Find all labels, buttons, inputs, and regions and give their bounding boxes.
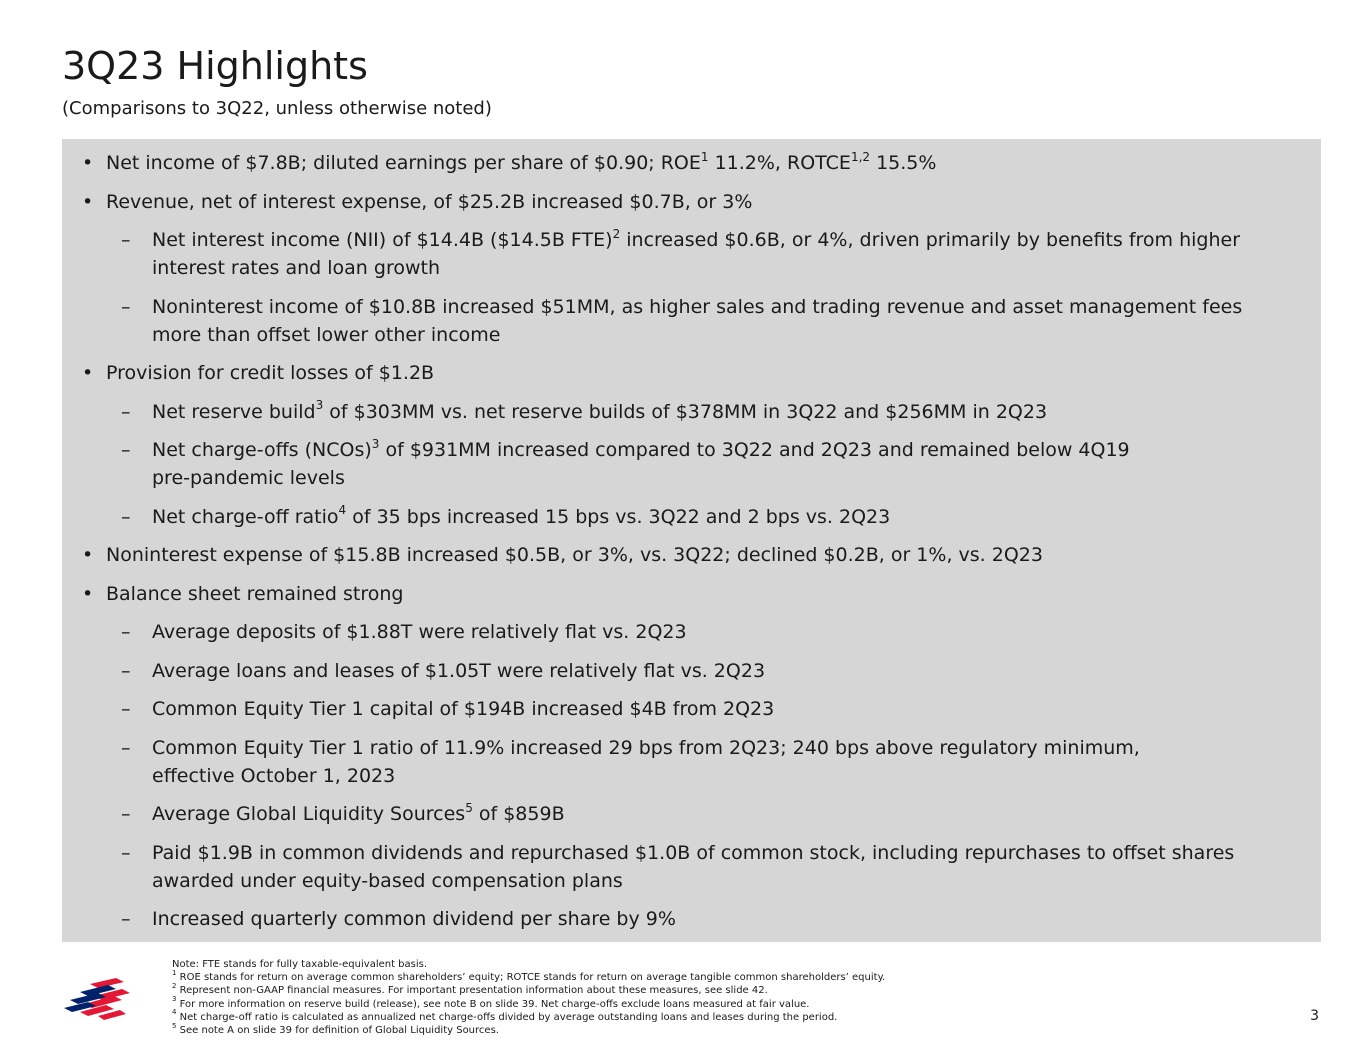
highlight-subitem: – Increased quarterly common dividend per share by 9% [62, 905, 1321, 933]
footnote-ref: 3 [371, 436, 380, 451]
bank-flag-logo-icon [64, 976, 130, 1028]
highlight-item: • Net income of $7.8B; diluted earnings per share of $0.90; ROE$^1$ 11.2%, ROTCE$^{1,2}$ 15.5% [62, 149, 1321, 177]
footnotes [172, 958, 1272, 1037]
highlight-subitem: – Common Equity Tier 1 ratio of 11.9% increased 29 bps from 2Q23; 240 bps above regulatory minimum, effective October 1, 2023 [62, 734, 1321, 790]
footnote-ref: 3 [315, 398, 324, 413]
dash-marker: – [121, 229, 131, 251]
footnote-ref: 2 [612, 226, 621, 241]
dash-marker: – [121, 803, 131, 825]
footnote-2: $^2$ Represent non-GAAP financial measures. For important presentation information about these measures, see slide 42. [172, 982, 768, 997]
highlight-subitem: – Average Global Liquidity Sources$^5$ of $859B [62, 800, 1321, 828]
highlight-subitem: – Paid $1.9B in common dividends and repurchased $1.0B of common stock, including repurchases to offset shares awarded under equity-based compensation plans [62, 839, 1321, 895]
highlight-subitem: – Noninterest income of $10.8B increased $51MM, as higher sales and trading revenue and asset management fees more than offset lower other income [62, 293, 1321, 349]
page-number: 3 [1310, 1008, 1319, 1024]
dash-marker: – [121, 736, 131, 759]
bullet-marker: • [82, 152, 94, 174]
dash-marker: – [121, 908, 131, 930]
footnote-ref: 1 [700, 149, 709, 164]
footnote-ref: 5 [465, 800, 473, 815]
page-title: 3Q23 Highlights [62, 44, 368, 88]
footnote-ref: 4 [338, 503, 347, 518]
highlight-subitem: – Net reserve build$^3$ of $303MM vs. net reserve builds of $378MM in 3Q22 and $256MM in 2Q23 [62, 398, 1321, 426]
dash-marker: – [121, 841, 131, 864]
highlight-subitem: – Net charge-off ratio$^4$ of 35 bps increased 15 bps vs. 3Q22 and 2 bps vs. 2Q23 [62, 503, 1321, 531]
dash-marker: – [121, 698, 131, 720]
footnote-1: $^1$ ROE stands for return on average common shareholders’ equity; ROTCE stands for return on average tangible common shareholders’ equity. [172, 968, 886, 984]
dash-marker: – [121, 621, 131, 643]
bullet-marker: • [82, 190, 94, 213]
footnote-5: $^5$ See note A on slide 39 for definition of Global Liquidity Sources. [172, 1021, 499, 1037]
bullet-marker: • [82, 544, 94, 566]
highlight-subitem: – Average deposits of $1.88T were relatively flat vs. 2Q23 [62, 618, 1321, 646]
bullet-marker: • [82, 362, 94, 384]
bullet-marker: • [82, 582, 94, 605]
highlight-subitem: – Net interest income (NII) of $14.4B ($14.5B FTE)$^2$ increased $0.6B, or 4%, driven primarily by benefits from higher interest rates and loan growth [121, 226, 1241, 279]
highlights-panel [62, 139, 1321, 942]
footnote-4: $^4$ Net charge-off ratio is calculated as annualized net charge-offs divided by average outstanding loans and leases during the period. [172, 1008, 838, 1023]
highlight-item: • Provision for credit losses of $1.2B [62, 359, 1321, 387]
footnote-ref: 1,2 [850, 149, 871, 164]
footnote-3: $^3$ For more information on reserve build (release), see note B on slide 39. Net charge-offs exclude loans measured at fair value. [172, 995, 810, 1010]
page-subtitle: (Comparisons to 3Q22, unless otherwise noted) [62, 98, 492, 119]
highlight-subitem: – Average loans and leases of $1.05T were relatively flat vs. 2Q23 [62, 657, 1321, 685]
dash-marker: – [121, 505, 131, 528]
highlight-item: • Balance sheet remained strong [62, 580, 1321, 608]
dash-marker: – [121, 439, 131, 461]
footnote-note: Note: FTE stands for fully taxable-equivalent basis. [172, 959, 428, 970]
highlight-subitem: – Common Equity Tier 1 capital of $194B increased $4B from 2Q23 [62, 695, 1321, 723]
highlight-subitem: – Net charge-offs (NCOs)$^3$ of $931MM increased compared to 3Q22 and 2Q23 and remained below 4Q19 pre-pandemic levels [121, 436, 1130, 489]
dash-marker: – [121, 659, 131, 682]
highlight-item: • Revenue, net of interest expense, of $25.2B increased $0.7B, or 3% [62, 188, 1321, 216]
dash-marker: – [121, 400, 131, 423]
highlight-item: • Noninterest expense of $15.8B increased $0.5B, or 3%, vs. 3Q22; declined $0.2B, or 1%, vs. 2Q23 [62, 541, 1321, 569]
dash-marker: – [121, 295, 131, 318]
